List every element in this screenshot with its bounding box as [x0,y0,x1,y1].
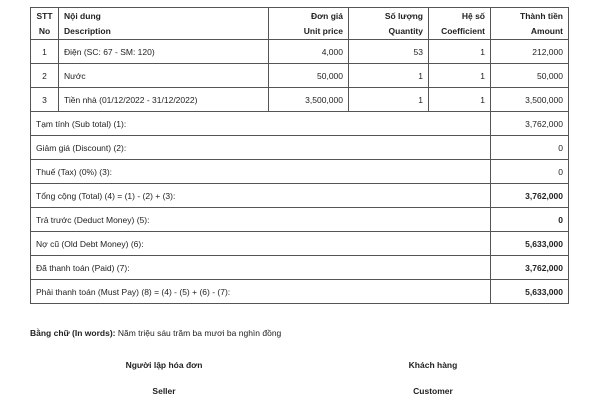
must-pay-label: Phải thanh toán (Must Pay) (8) = (4) - (5) + (6) - (7): [31,280,491,304]
subtotal-value: 3,762,000 [491,112,569,136]
row-coefficient: 1 [429,40,491,64]
discount-label: Giảm giá (Discount) (2): [31,136,491,160]
deduct-row [31,208,569,232]
header-stt: STT No [31,8,59,40]
paid-value: 3,762,000 [491,256,569,280]
paid-row [31,256,569,280]
table-row [31,88,569,112]
amount-in-words [30,328,281,338]
must-pay-row [31,280,569,304]
total-label: Tổng cộng (Total) (4) = (1) - (2) + (3): [31,184,491,208]
subtotal-label: Tạm tính (Sub total) (1): [31,112,491,136]
row-quantity: 53 [349,40,429,64]
header-amount: Thành tiền Amount [491,8,569,40]
total-row [31,184,569,208]
invoice-table [30,7,569,304]
row-coefficient: 1 [429,88,491,112]
row-quantity: 1 [349,64,429,88]
tax-row [31,160,569,184]
deduct-value: 0 [491,208,569,232]
total-value: 3,762,000 [491,184,569,208]
invoice [30,7,568,304]
header-description: Nội dung Description [59,8,269,40]
deduct-label: Trả trước (Deduct Money) (5): [31,208,491,232]
row-description: Tiền nhà (01/12/2022 - 31/12/2022) [59,88,269,112]
old-debt-row [31,232,569,256]
header-coefficient: Hệ số Coefficient [429,8,491,40]
amount-in-words-value: Năm triệu sáu trăm ba mươi ba nghìn đồng [117,328,282,338]
customer-title-vi: Khách hàng [408,360,458,370]
row-description: Nước [59,64,269,88]
must-pay-value: 5,633,000 [491,280,569,304]
row-amount: 50,000 [491,64,569,88]
table-header-row [31,8,569,40]
row-amount: 3,500,000 [491,88,569,112]
row-no: 2 [31,64,59,88]
amount-in-words-label: Bằng chữ (In words): [30,328,116,338]
customer-title-en: Customer [413,386,453,396]
row-unit-price: 50,000 [269,64,349,88]
tax-label: Thuế (Tax) (0%) (3): [31,160,491,184]
header-unit-price: Đơn giá Unit price [269,8,349,40]
row-no: 3 [31,88,59,112]
paid-label: Đã thanh toán (Paid) (7): [31,256,491,280]
row-amount: 212,000 [491,40,569,64]
old-debt-value: 5,633,000 [491,232,569,256]
old-debt-label: Nợ cũ (Old Debt Money) (6): [31,232,491,256]
discount-row [31,136,569,160]
tax-value: 0 [491,160,569,184]
table-row [31,64,569,88]
discount-value: 0 [491,136,569,160]
seller-title-vi: Người lập hóa đơn [125,360,203,370]
row-description: Điện (SC: 67 - SM: 120) [59,40,269,64]
seller-title-en: Seller [152,386,176,396]
row-coefficient: 1 [429,64,491,88]
row-quantity: 1 [349,88,429,112]
subtotal-row [31,112,569,136]
row-no: 1 [31,40,59,64]
header-quantity: Số lượng Quantity [349,8,429,40]
row-unit-price: 3,500,000 [269,88,349,112]
table-row [31,40,569,64]
row-unit-price: 4,000 [269,40,349,64]
